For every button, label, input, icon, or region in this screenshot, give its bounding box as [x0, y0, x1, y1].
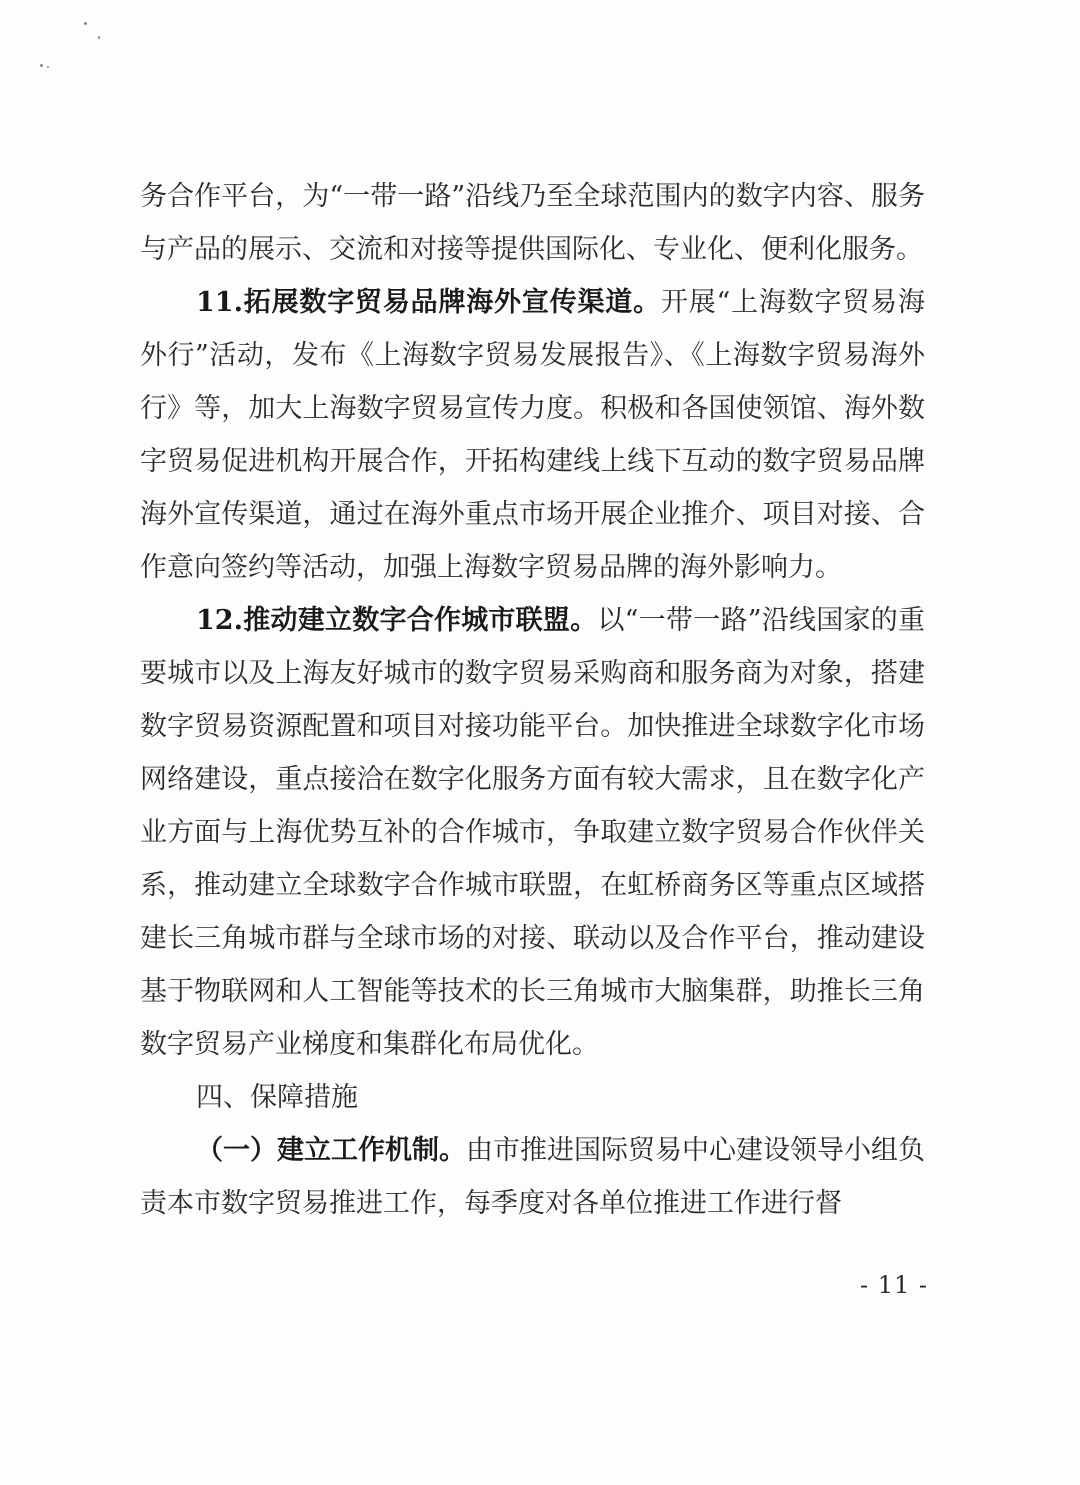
body-text [140, 170, 925, 1230]
item-12-body: 以“一带一路”沿线国家的重要城市以及上海友好城市的数字贸易采购商和服务商为对象，搭建数字贸易资源配置和项目对接功能平台。加快推进全球数字化市场网络建设，重点接洽在数字化服务方面有较大需求，且在数字化产业方面与上海优势互补的合作城市，争取建立数字贸易合作伙伴关系，推动建立全球数字合作城市联盟，在虹桥商务区等重点区域搭建长三角城市群与全球市场的对接、联动以及合作平台，推动建设基于物联网和人工智能等技术的长三角城市大脑集群，助推长三角数字贸易产业梯度和集群化布局优化。 [140, 605, 926, 1060]
paragraph-item-12 [140, 594, 925, 1071]
item-12-heading: 12.推动建立数字合作城市联盟。 [196, 605, 598, 636]
paragraph-item-11 [140, 276, 925, 594]
paragraph-subsection-1 [140, 1124, 925, 1230]
subsection-1-body: 由市推进国际贸易中心建设领导小组负责本市数字贸易推进工作，每季度对各单位推进工作进行督 [140, 1135, 925, 1219]
scan-speck [40, 64, 43, 67]
page-number: - 11 - [860, 1271, 929, 1299]
section-heading: 四、保障措施 [196, 1082, 358, 1113]
item-11-body: 开展“上海数字贸易海外行”活动，发布《上海数字贸易发展报告》、《上海数字贸易海外行》等，加大上海数字贸易宣传力度。积极和各国使领馆、海外数字贸易促进机构开展合作，开拓构建线上线下互动的数字贸易品牌海外宣传渠道，通过在海外重点市场开展企业推介、项目对接、合作意向签约等活动，加强上海数字贸易品牌的海外影响力。 [140, 287, 925, 583]
scan-speck [47, 66, 49, 68]
scan-speck [98, 36, 100, 39]
item-11-heading: 11.拓展数字贸易品牌海外宣传渠道。 [196, 287, 661, 318]
paragraph-continuation: 务合作平台，为“一带一路”沿线乃至全球范围内的数字内容、服务与产品的展示、交流和对接等提供国际化、专业化、便利化服务。 [140, 181, 925, 265]
scan-speck [84, 22, 87, 25]
subsection-1-heading: （一）建立工作机制。 [196, 1135, 466, 1166]
